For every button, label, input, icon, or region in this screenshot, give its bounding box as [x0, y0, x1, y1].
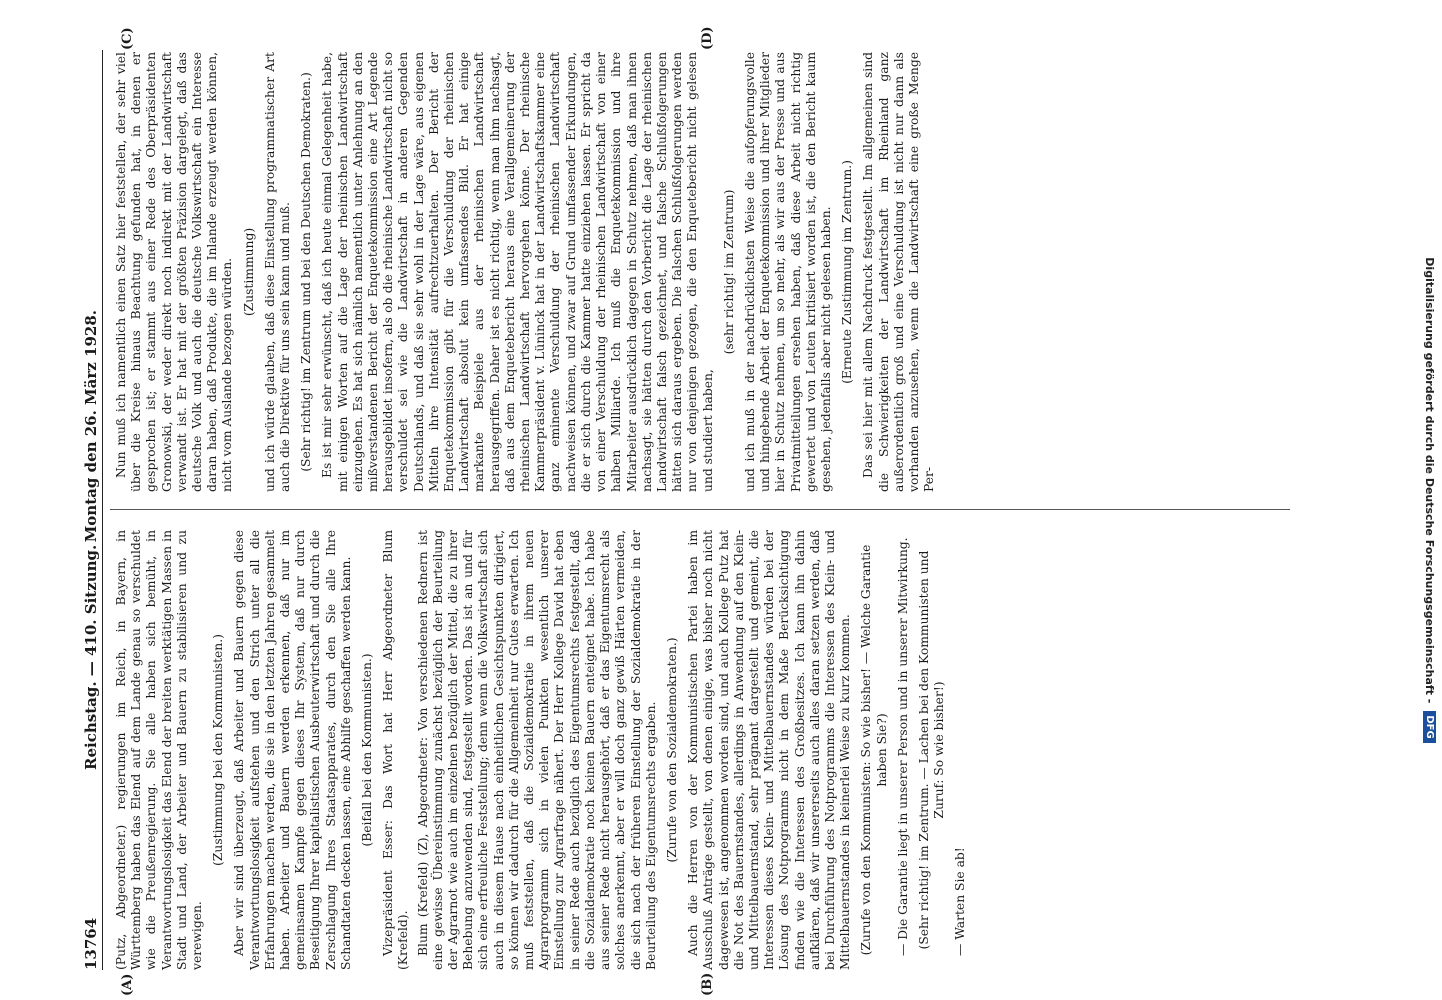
- paragraph: Blum (Krefeld) (Z), Abgeordneter: Von verschiedenen Rednern ist eine gewisse Übereinstimmung zunächst bezüglich der Beurteilung der Agrarnot wie auch im einzelnen bezüglich der Mittel, die zu ihrer Behebung anzuwenden sind, festgestellt worden. Das ist an und für sich eine erfreuliche Feststellung; denn wenn die Volkswirtschaft sich auch in diesem Hause nach einheitlichen Gesichtspunkten dirigiert, so können wir dadurch für die Allgemeinheit nur Gutes erwarten. Ich muß feststellen, daß die Sozialdemokratie in ihrem neuen Agrarprogramm sich in vielen Punkten wesentlich unserer Einstellung zur Agrarfrage nähert. Der Herr Kollege David hat eben in seiner Rede auch bezüglich des Eigentumsrechts festgestellt, daß die Sozialdemokratie noch keinen Bauern enteignet habe. Ich habe aus seiner Rede nicht herausgehört, daß er das Eigentumsrecht als solches anerkennt, aber er will doch ganz gewiß Härten vermeiden, die sich nach der früheren Einstellung der Sozialdemokratie in der Beurteilung des Eigentumsrechts ergaben.: [415, 530, 658, 970]
- page-header: [80, 50, 103, 970]
- column-divider: [110, 509, 1290, 510]
- margin-mark-b: (B): [700, 972, 715, 996]
- dfg-logo: DFG: [1424, 711, 1437, 742]
- paragraph: Auch die Herren von der Kommunistischen Partei haben im Ausschuß Anträge gestellt, von denen einige, was bisher noch nicht dagewesen ist, angenommen worden sind, und auch Kollege Putz hat die Not des Bauernstandes, allerdings in Anwendung auf den Klein- und Mittelbauernstand, sehr prägnant dargestellt und gemeint, die Interessen dieses Klein- und Mittelbauernstandes würden bei der Lösung des Notprogramms nicht in dem Maße Berücksichtigung finden wie die Interessen des Großbesitzes. Ich kann ihn dahin aufklären, daß wir unsererseits auch alles daran setzen werden, daß bei Durchführung des Notprogramms die Interessen des Klein- und Mittelbauernstandes in keinerlei Weise zu kurz kommen.: [686, 530, 853, 970]
- paragraph: und ich würde glauben, daß diese Einstellung programmatischer Art auch die Direktive für uns sein kann und muß.: [262, 52, 293, 492]
- margin-mark-d: (D): [700, 26, 715, 50]
- margin-mark-c: (C): [120, 27, 135, 50]
- interjection: (Zustimmung): [241, 227, 256, 317]
- interjection: (Zurufe von den Kommunisten: So wie bisher! — Welche Garantie haben Sie?): [859, 544, 889, 956]
- paragraph: Vizepräsident Esser: Das Wort hat Herr Abgeordneter Blum (Krefeld).: [381, 530, 411, 970]
- interjection: (Sehr richtig! im Zentrum. — Lachen bei den Kommunisten und Zuruf: So wie bisher!): [916, 550, 947, 950]
- digitization-note: [1418, 10, 1442, 990]
- paragraph: (Putz, Abgeordneter.) regierungen im Reich, in Bayern, in Württemberg haben das Elend auf dem Lande genau so verschuldet wie die Preußenregierung. Sie alle haben sich bemüht, in Verantwortungslosigkeit das Elend der breiten werktätigen Massen in Stadt und Land, der Arbeiter und Bauern zu stabilisieren und zu verewigen.: [114, 530, 205, 970]
- paragraph: Nun muß ich namentlich einen Satz hier feststellen, der sehr viel über die Kreise hinaus Beachtung gefunden hat, in denen er gesprochen ist; er stammt aus einer Rede des Oberpräsidenten Gronowski, der weder direkt noch indirekt mit der Landwirtschaft verwandt ist. Er hat mit der größten Präzision dargelegt, daß das deutsche Volk und auch die deutsche Volkswirtschaft ein Interesse daran haben, daß Produkte, die im Inlande erzeugt werden können, nicht vom Auslande bezogen würden.: [114, 52, 235, 492]
- interjection: (Sehr richtig! im Zentrum und bei den Deutschen Demokraten.): [299, 72, 314, 472]
- paragraph: Es ist mir sehr erwünscht, daß ich heute einmal Gelegenheit habe, mit einigen Worten auf die Lage der rheinischen Landwirtschaft einzugehen. Es hat sich nämlich namentlich unter Anlehnung an den mißverstandenen Bericht der Enquetekommission eine Art Legende herausgebildet insofern, als ob die rheinische Landwirtschaft nicht so verschuldet sei wie die Landwirtschaft in anderen Gegenden Deutschlands, und daß sie sehr wohl in der Lage wäre, aus eigenen Mitteln ihre Intensität aufrechtzuerhalten. Der Bericht der Enquetekommission gibt für die Verschuldung der rheinischen Landwirtschaft absolut kein umfassendes Bild. Er hat einige markante Beispiele aus der rheinischen Landwirtschaft herausgegriffen. Daher ist es nicht richtig, wenn man ihm nachsagt, daß aus dem Enquetebericht heraus eine Verallgemeinerung der rheinischen Landwirtschaft hervorgehen könne. Der rheinische Kammerpräsident v. Lüninck hat in der Landwirtschaftskammer eine ganz eminente Verschuldung der rheinischen Landwirtschaft nachweisen können, und zwar auf Grund umfassender Erkundungen, die er sich durch die Kammer hatte einziehen lassen. Er spricht da von einer Verschuldung der rheinischen Landwirtschaft von einer halben Milliarde. Ich muß die Enquetekommission und ihre Mitarbeiter ausdrücklich dagegen in Schutz nehmen, daß man ihnen nachsagt, sie hätten durch den Vorbericht die Lage der rheinischen Landwirtschaft falsch gezeichnet, und falsche Schlußfolgerungen hätten sich daraus ergeben. Die falschen Schlußfolgerungen werden nur von denjenigen gezogen, die den Enquetebericht nicht gelesen und studiert haben,: [320, 52, 715, 492]
- document-page: [80, 26, 1310, 996]
- interjection: (Zustimmung bei den Kommunisten.): [211, 634, 226, 866]
- paragraph: — Die Garantie liegt in unserer Person und in unserer Mitwirkung.: [895, 537, 910, 956]
- session-date: Montag den 26. März 1928.: [81, 310, 100, 543]
- interjection: (Beifall bei den Kommunisten.): [360, 653, 375, 847]
- interjection: (Zurufe von den Sozialdemokraten.): [664, 637, 679, 863]
- paragraph: — Warten Sie ab!: [953, 847, 968, 956]
- paragraph: Das sei hier mit allem Nachdruck festgestellt. Im allgemeinen sind die Schwierigkeiten der Landwirtschaft im Rheinland ganz außerordentlich groß und eine Verschuldung ist nicht nur dann als vorhanden anzusehen, wenn die Landwirtschaft eine große Menge Per-: [861, 52, 937, 492]
- margin-mark-a: (A): [120, 973, 135, 996]
- right-column: [114, 52, 941, 492]
- page-container: [80, 26, 1310, 996]
- paragraph: Aber wir sind überzeugt, daß Arbeiter und Bauern gegen diese Verantwortungslosigkeit aufstehen und den Strich unter all die Erfahrungen machen werden, die sie in den letzten Jahren gesammelt haben. Arbeiter und Bauern werden erkennen, daß nur im gemeinsamen Kampfe gegen dieses Ihr System, daß nur durch Beseitigung Ihrer kapitalistischen Ausbeuterwirtschaft und durch die Zerschlagung Ihres Staatsapparates, durch den Sie alle Ihre Schandtaten decken lassen, eine Abhilfe geschaffen werden kann.: [232, 530, 353, 970]
- page-number: 13764: [81, 917, 100, 970]
- digitization-text: Digitalisierung gefördert durch die Deutsche Forschungsgemeinschaft -: [1423, 257, 1437, 704]
- session-title: Reichstag. — 410. Sitzung.: [81, 544, 100, 770]
- left-column: [114, 530, 973, 970]
- interjection: (sehr richtig! im Zentrum): [721, 189, 736, 355]
- paragraph: und ich muß in der nachdrücklichsten Weise die aufopferungsvolle und hingebende Arbeit der Enquetekommission und ihrer Mitglieder hier in Schutz nehmen, um so mehr, als wir aus der Presse und aus Privatmitteilungen ersehen haben, daß diese Arbeit nicht richtig gewertet und von Leuten kritisiert worden ist, die den Bericht kaum gesehen, jedenfalls aber nicht gelesen haben.: [742, 52, 833, 492]
- interjection: (Erneute Zustimmung im Zentrum.): [840, 160, 855, 384]
